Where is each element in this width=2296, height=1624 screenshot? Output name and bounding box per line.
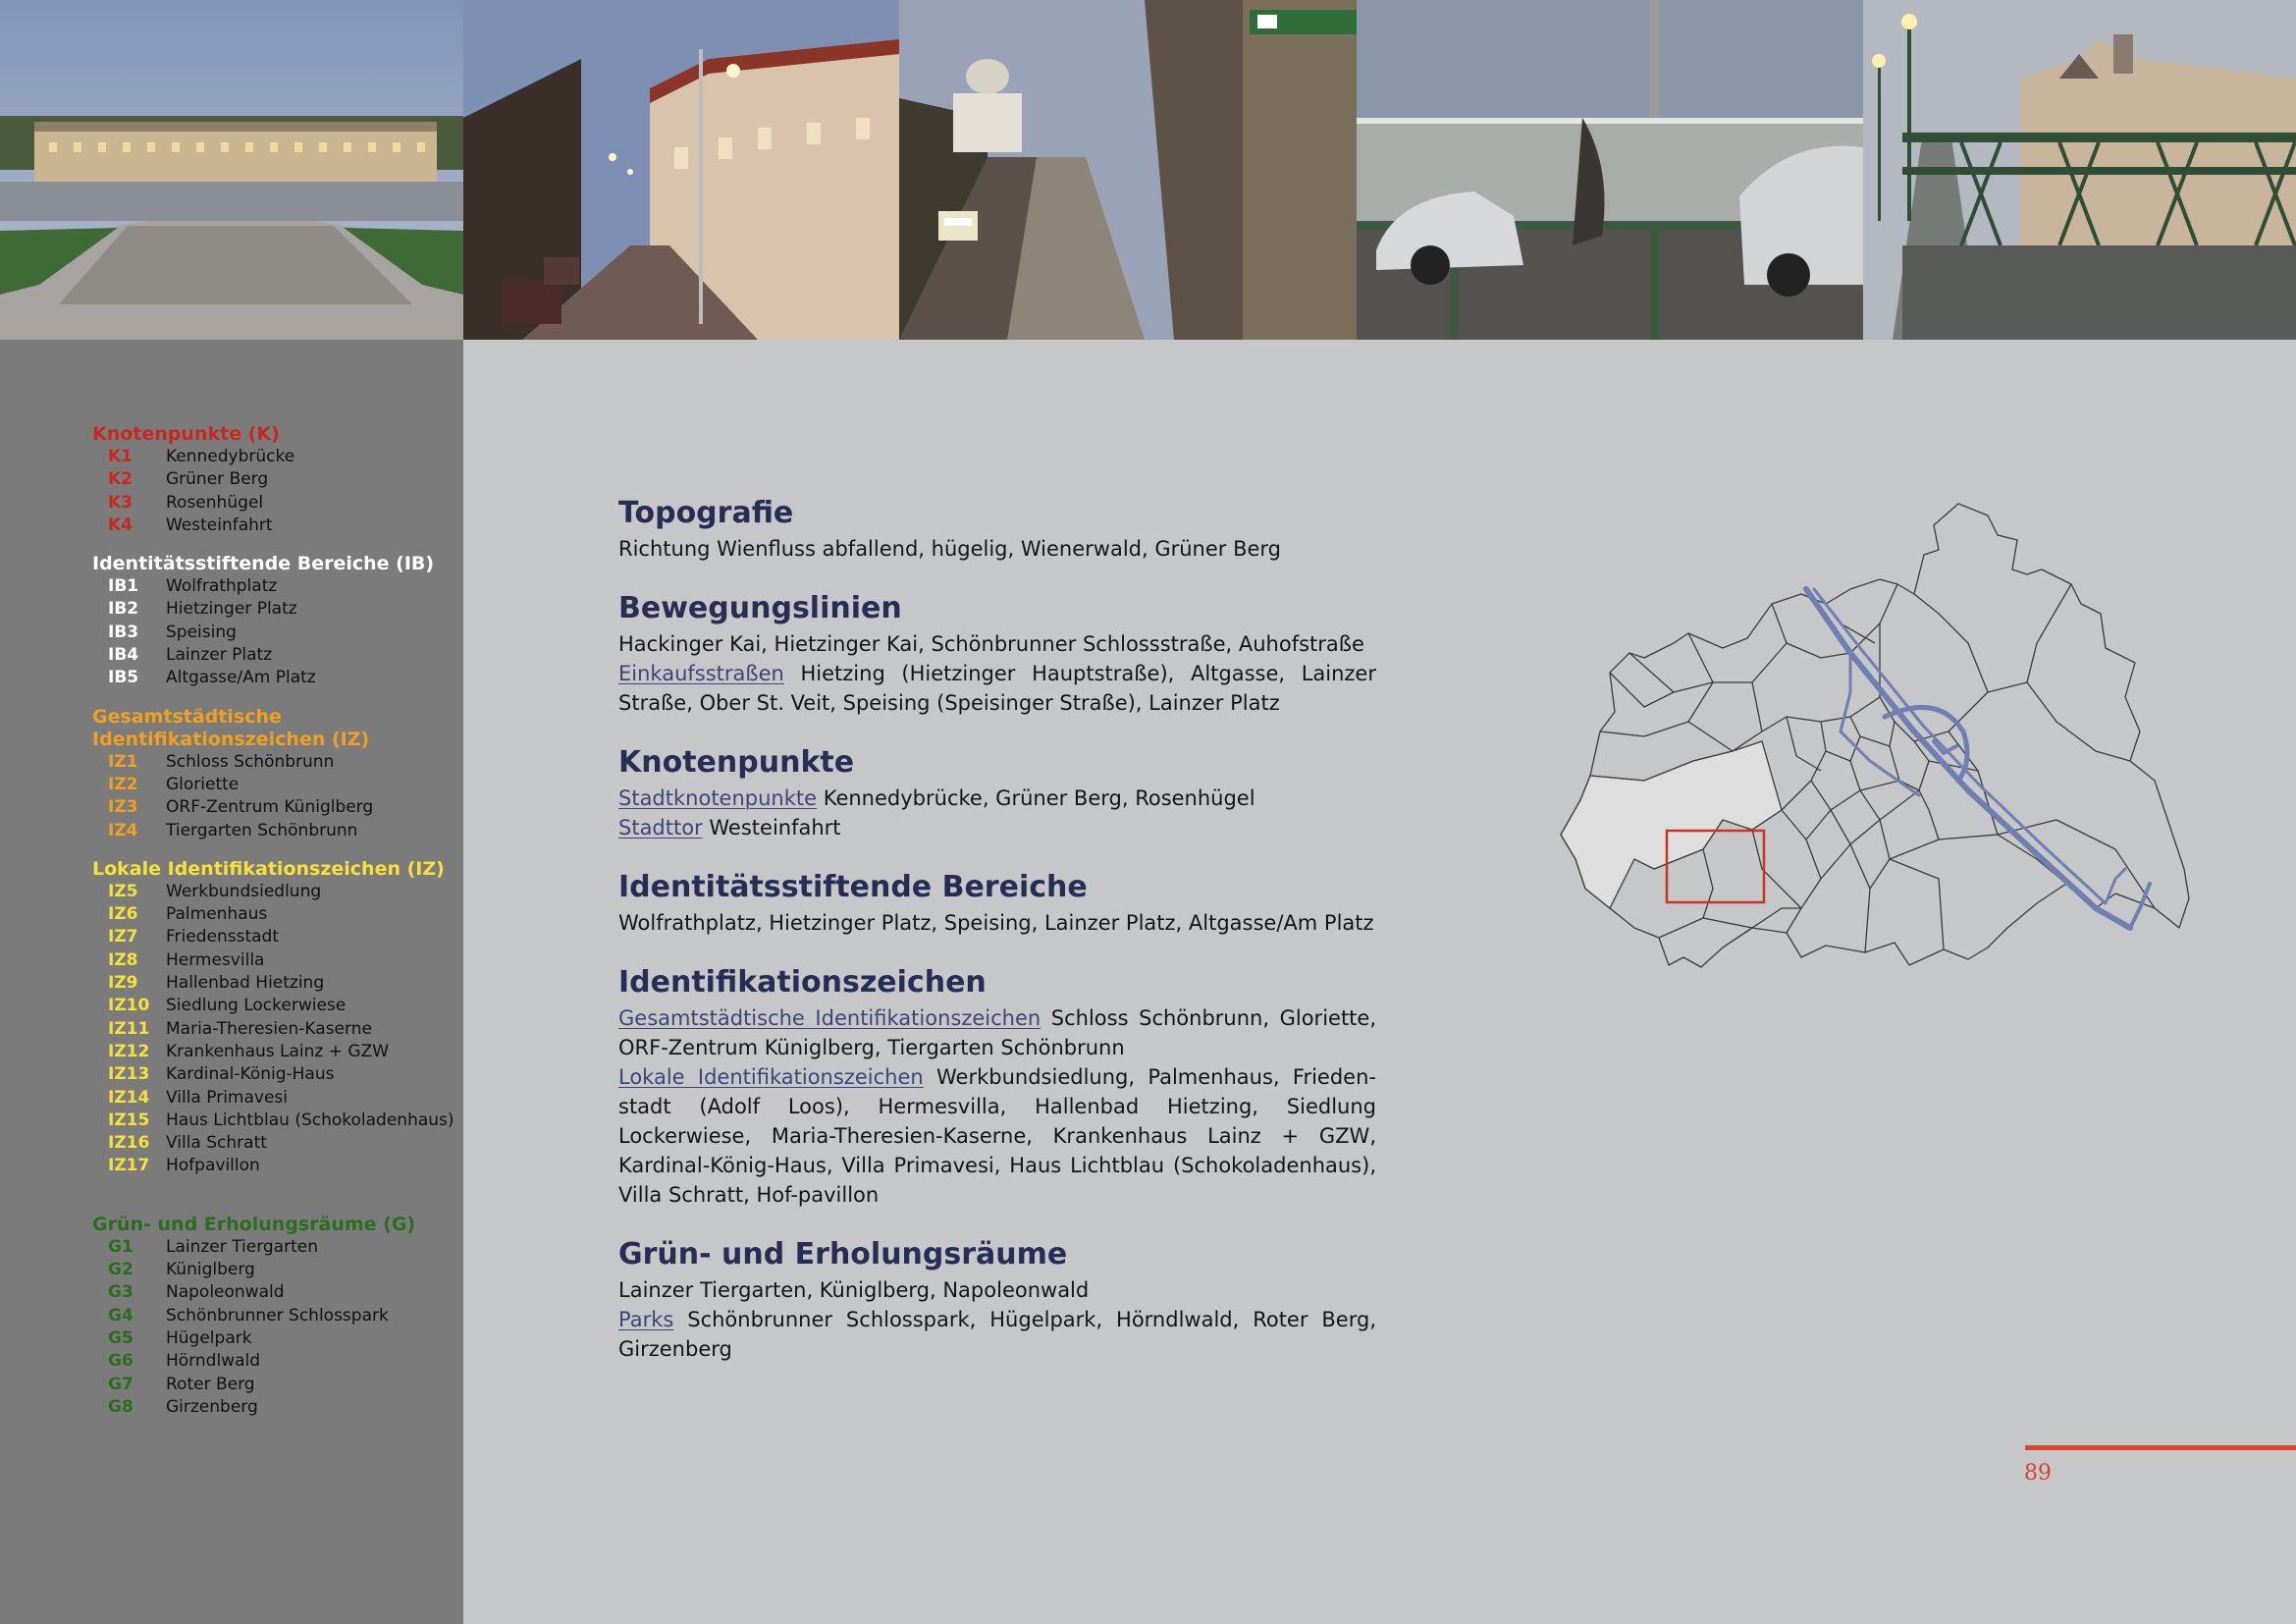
legend-item-code: IZ2 <box>108 774 138 794</box>
legend-group-title: Knotenpunkte (K) <box>92 423 280 445</box>
section <box>618 496 1376 564</box>
photo-street-dusk <box>463 0 899 340</box>
section-paragraph <box>618 908 1376 938</box>
legend-item-code: G3 <box>108 1282 133 1303</box>
category-link[interactable]: Stadtknotenpunkte <box>618 786 818 810</box>
legend-item <box>92 774 460 796</box>
section-paragraph <box>618 1275 1376 1305</box>
legend-group <box>92 1214 460 1419</box>
legend-item <box>92 1374 460 1396</box>
legend-item-code: IZ3 <box>108 797 138 818</box>
category-link[interactable]: Parks <box>618 1308 674 1331</box>
legend-item-label: Kennedybrücke <box>166 447 295 466</box>
legend-item-code: IB1 <box>108 576 139 597</box>
legend-item-label: Schloss Schönbrunn <box>166 751 335 772</box>
section-paragraph <box>618 534 1376 564</box>
legend-item <box>92 575 460 598</box>
legend-item-code: K1 <box>108 447 133 466</box>
section-text: Lainzer Tiergarten, Küniglberg, Napoleonwald <box>618 1278 1090 1302</box>
legend-group <box>92 423 460 537</box>
legend-item-label: Krankenhaus Lainz + GZW <box>166 1041 390 1061</box>
legend-item <box>92 1350 460 1373</box>
legend-item-label: Werkbundsiedlung <box>166 881 322 901</box>
legend-item-label: Tiergarten Schönbrunn <box>166 820 358 840</box>
legend-item <box>92 622 460 644</box>
legend-item-code: IB4 <box>108 645 139 666</box>
legend-item <box>92 667 460 689</box>
section-paragraph <box>618 1305 1376 1364</box>
legend-item-code: IZ11 <box>108 1018 150 1039</box>
map-outline <box>1561 504 2189 967</box>
legend-item-label: Lainzer Platz <box>166 645 273 666</box>
category-link[interactable]: Lokale Identifikationszeichen <box>618 1065 924 1089</box>
legend-item-code: IZ7 <box>108 927 138 947</box>
legend-item <box>92 751 460 774</box>
legend-item-label: Haus Lichtblau (Schokoladenhaus) <box>166 1110 454 1130</box>
legend-item-label: Westeinfahrt <box>166 514 273 535</box>
legend-item <box>92 995 460 1017</box>
legend-item-label: Wolfrathplatz <box>166 576 278 597</box>
legend-item-code: IZ13 <box>108 1064 150 1085</box>
legend-item-label: Küniglberg <box>166 1260 255 1280</box>
legend-item <box>92 903 460 926</box>
legend-sidebar <box>0 340 463 1624</box>
legend-item <box>92 1281 460 1304</box>
legend-item-code: IZ12 <box>108 1041 150 1061</box>
section <box>618 591 1376 718</box>
legend-item-label: Lainzer Tiergarten <box>166 1236 318 1257</box>
legend-item <box>92 1305 460 1327</box>
section-heading: Bewegungslinien <box>618 591 902 625</box>
section-heading: Identitätsstiftende Bereiche <box>618 870 1088 904</box>
section-text: Westeinfahrt <box>702 816 841 839</box>
legend-item <box>92 972 460 995</box>
legend-item-code: K4 <box>108 514 133 535</box>
legend-item <box>92 1041 460 1063</box>
vienna-district-map <box>1526 496 2194 1026</box>
legend-item-code: G4 <box>108 1305 133 1326</box>
section-heading: Identifikationszeichen <box>618 965 987 1000</box>
legend-item-code: G5 <box>108 1327 133 1348</box>
legend-item-code: IZ16 <box>108 1133 150 1154</box>
legend-item-code: K3 <box>108 492 133 513</box>
legend-item-label: Hofpavillon <box>166 1156 260 1176</box>
legend-item-code: IZ1 <box>108 751 138 772</box>
legend-item-code: IB5 <box>108 668 139 688</box>
legend-item <box>92 514 460 537</box>
legend-item-label: Hermesvilla <box>166 949 265 970</box>
legend-item-code: K2 <box>108 469 133 490</box>
legend-item-label: Rosenhügel <box>166 492 264 513</box>
legend-item <box>92 1327 460 1350</box>
legend-item-label: Friedensstadt <box>166 927 279 947</box>
legend-item <box>92 1236 460 1259</box>
legend-item-label: Hügelpark <box>166 1327 252 1348</box>
legend-group-title: Grün- und Erholungsräume (G) <box>92 1213 416 1235</box>
section-text: Werkbundsiedlung, Palmenhaus, Frieden-stadt (Adolf Loos), Hermesvilla, Hallenbad Hietzing, Siedlung Lockerwiese, Maria-Theresien-Kaserne, Krankenhaus Lainz + GZW, Kardinal-König-Haus, Villa Primavesi, Haus Lichtblau (Schokoladenhaus), Villa Schratt, Hof-pavillon <box>618 1065 1376 1207</box>
highlighted-district <box>1561 741 1782 908</box>
legend-item <box>92 468 460 491</box>
legend-item <box>92 1063 460 1086</box>
legend-item <box>92 1132 460 1155</box>
legend-item <box>92 492 460 514</box>
legend-item-code: IB2 <box>108 599 139 620</box>
legend-item-code: G7 <box>108 1374 133 1394</box>
main-content <box>618 496 1376 1391</box>
legend-item-code: G8 <box>108 1396 133 1417</box>
legend-item <box>92 1155 460 1177</box>
category-link[interactable]: Gesamtstädtische Identifikationszeichen <box>618 1006 1041 1030</box>
legend-item-label: Kardinal-König-Haus <box>166 1064 335 1085</box>
legend-group <box>92 706 460 842</box>
legend <box>92 423 460 1435</box>
section-text: Richtung Wienfluss abfallend, hügelig, Wienerwald, Grüner Berg <box>618 537 1282 561</box>
legend-item <box>92 796 460 819</box>
section-text: Hietzing (Hietzinger Hauptstraße), Altgasse, Lainzer Straße, Ober St. Veit, Speising (Speisinger Straße), Lainzer Platz <box>618 662 1376 715</box>
section-text: Schloss Schönbrunn, Gloriette, ORF-Zentrum Küniglberg, Tiergarten Schönbrunn <box>618 1006 1377 1059</box>
legend-item <box>92 949 460 972</box>
photo-schloss-schoenbrunn <box>0 0 463 340</box>
section-heading: Topografie <box>618 496 794 530</box>
section-paragraph <box>618 659 1376 718</box>
legend-group-title: Gesamtstädtische Identifikationszeichen (IZ) <box>92 705 370 750</box>
legend-item-code: IZ14 <box>108 1087 150 1108</box>
section-paragraph <box>618 1003 1376 1062</box>
legend-group <box>92 553 460 689</box>
legend-item <box>92 598 460 621</box>
photo-bridge-traffic <box>1357 0 1863 340</box>
legend-item-label: Roter Berg <box>166 1374 255 1394</box>
legend-item-code: IZ10 <box>108 996 150 1016</box>
legend-item-label: Siedlung Lockerwiese <box>166 996 347 1016</box>
section-paragraph <box>618 629 1376 659</box>
section-text: Kennedybrücke, Grüner Berg, Rosenhügel <box>817 786 1255 810</box>
legend-item-code: IZ9 <box>108 973 138 994</box>
category-link[interactable]: Stadttor <box>618 816 703 839</box>
section <box>618 965 1376 1210</box>
legend-item <box>92 881 460 903</box>
legend-item-label: Hörndlwald <box>166 1351 260 1372</box>
legend-item-label: ORF-Zentrum Küniglberg <box>166 797 374 818</box>
legend-item <box>92 1087 460 1110</box>
legend-item-label: Gloriette <box>166 774 240 794</box>
section-text: Hackinger Kai, Hietzinger Kai, Schönbrunner Schlossstraße, Auhofstraße <box>618 632 1364 656</box>
legend-item <box>92 446 460 468</box>
legend-group-title: Lokale Identifikationszeichen (IZ) <box>92 857 445 880</box>
legend-item-label: Hietzinger Platz <box>166 599 297 620</box>
photo-hofpavillon-railway <box>899 0 1357 340</box>
legend-group-title: Identitätsstiftende Bereiche (IB) <box>92 553 435 575</box>
category-link[interactable]: Einkaufsstraßen <box>618 662 784 685</box>
legend-item-label: Altgasse/Am Platz <box>166 668 316 688</box>
legend-item-label: Grüner Berg <box>166 469 269 490</box>
page-rule <box>2025 1445 2296 1450</box>
legend-item-code: IB3 <box>108 622 139 642</box>
legend-item-label: Maria-Theresien-Kaserne <box>166 1018 372 1039</box>
legend-item-label: Napoleonwald <box>166 1282 285 1303</box>
page-number: 89 <box>2024 1461 2052 1486</box>
legend-item <box>92 926 460 948</box>
legend-item-code: IZ15 <box>108 1110 150 1130</box>
legend-item <box>92 820 460 842</box>
legend-item <box>92 1259 460 1281</box>
section <box>618 745 1376 842</box>
section-paragraph <box>618 1062 1376 1210</box>
legend-item-code: IZ4 <box>108 820 138 840</box>
legend-item-label: Schönbrunner Schlosspark <box>166 1305 389 1326</box>
section-text: Wolfrathplatz, Hietzinger Platz, Speising, Lainzer Platz, Altgasse/Am Platz <box>618 911 1374 935</box>
legend-item-label: Villa Primavesi <box>166 1087 288 1108</box>
section <box>618 870 1376 938</box>
legend-item <box>92 1110 460 1132</box>
section-heading: Grün- und Erholungsräume <box>618 1237 1068 1272</box>
legend-item-code: IZ5 <box>108 881 138 901</box>
legend-item-label: Villa Schratt <box>166 1133 267 1154</box>
legend-item-code: G1 <box>108 1236 133 1257</box>
legend-item-code: G6 <box>108 1351 133 1372</box>
photo-bridge-railing <box>1863 0 2296 340</box>
legend-item-code: G2 <box>108 1260 133 1280</box>
photo-strip <box>0 0 2296 340</box>
legend-group <box>92 858 460 1178</box>
legend-item-code: IZ8 <box>108 949 138 970</box>
legend-item-label: Girzenberg <box>166 1396 258 1417</box>
legend-item-label: Speising <box>166 622 237 642</box>
section-heading: Knotenpunkte <box>618 745 855 780</box>
legend-item-label: Palmenhaus <box>166 904 268 925</box>
section-paragraph <box>618 784 1376 813</box>
section-text: Schönbrunner Schlosspark, Hügelpark, Hörndlwald, Roter Berg, Girzenberg <box>618 1308 1376 1361</box>
legend-item <box>92 1396 460 1419</box>
legend-item-label: Hallenbad Hietzing <box>166 973 325 994</box>
legend-item <box>92 1018 460 1041</box>
legend-item-code: IZ17 <box>108 1156 150 1176</box>
section-paragraph <box>618 813 1376 842</box>
legend-item <box>92 644 460 667</box>
section <box>618 1237 1376 1364</box>
legend-item-code: IZ6 <box>108 904 138 925</box>
